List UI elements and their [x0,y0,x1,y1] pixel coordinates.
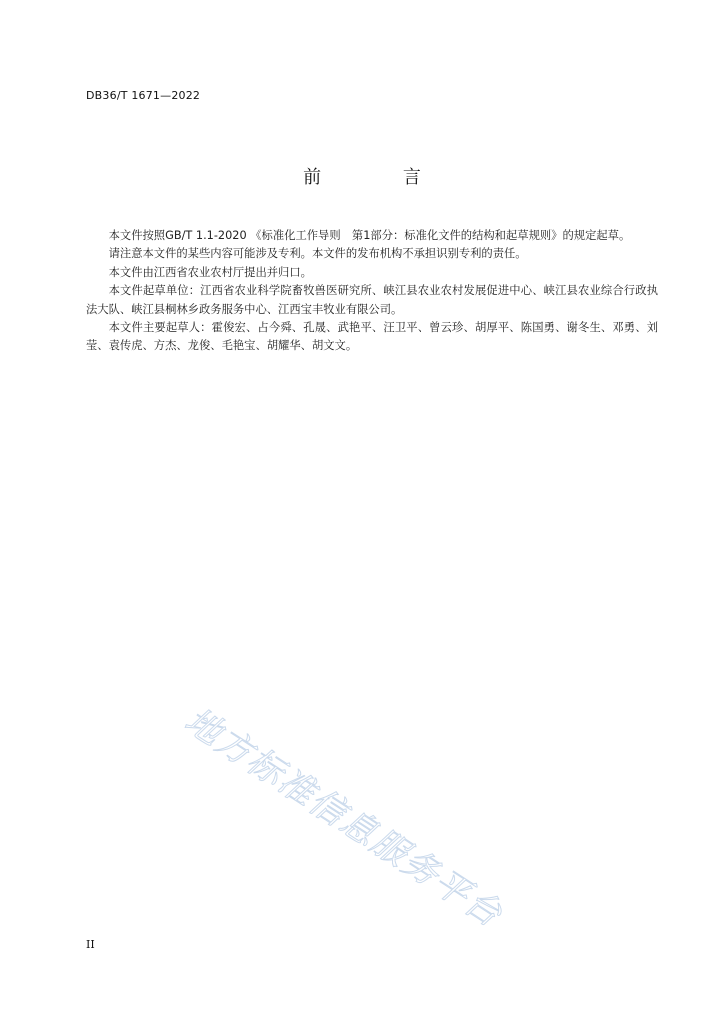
paragraph-drafting-units: 本文件起草单位：江西省农业科学院畜牧兽医研究所、峡江县农业农村发展促进中心、峡江县农业综合行政执法大队、峡江县桐林乡政务服务中心、江西宝丰牧业有限公司。 [86,284,658,316]
paragraph-drafters: 本文件主要起草人：霍俊宏、占今舜、孔晟、武艳平、汪卫平、曾云珍、胡厚平、陈国勇、谢冬生、邓勇、刘莹、袁传虎、方杰、龙俊、毛艳宝、胡耀华、胡文文。 [86,321,658,353]
foreword-body [86,227,658,356]
page-number: II [86,938,95,951]
watermark: 地方标准信息服务平台 [177,700,510,936]
paragraph-drafting-rules: 本文件按照GB/T 1.1-2020 《标准化工作导则 第1部分：标准化文件的结构和起草规则》的规定起草。 [108,229,631,242]
page-title: 前 言 [303,167,459,188]
paragraph-patent-notice: 请注意本文件的某些内容可能涉及专利。本文件的发布机构不承担识别专利的责任。 [108,247,527,261]
document-code: DB36/T 1671—2022 [86,89,201,102]
paragraph-proposer: 本文件由江西省农业农村厅提出并归口。 [108,265,312,279]
